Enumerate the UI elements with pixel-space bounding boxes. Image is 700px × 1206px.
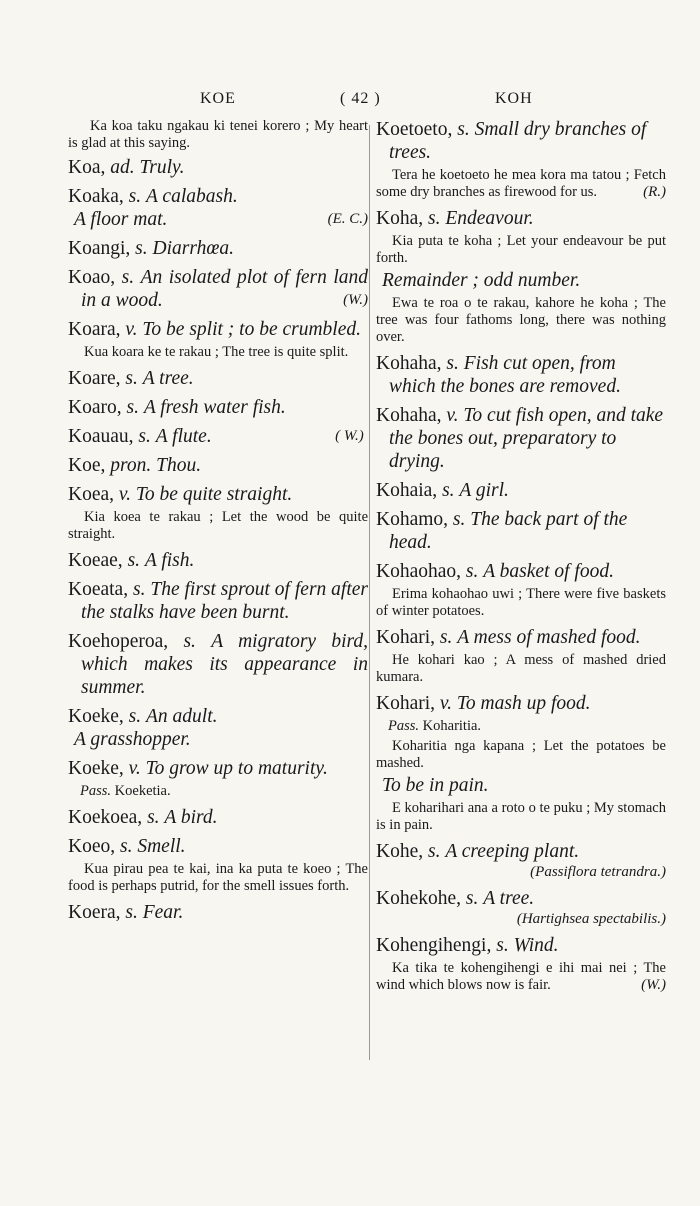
part-of-speech: s. [125, 902, 138, 923]
column-divider [369, 125, 370, 1060]
passive-form: Koeketia. [114, 783, 171, 799]
headword: Kohaia, [376, 480, 438, 501]
definition: To mash up food. [456, 693, 591, 714]
entry-koaro [68, 396, 368, 419]
header-left-guideword: KOE [200, 90, 236, 107]
headword: Koao, [68, 267, 116, 288]
example: Tera he koetoeto he mea kora ma tatou ; Fetch some dry branches as firewood for us. [376, 167, 666, 200]
entry-koao [68, 266, 368, 312]
entry-koeo [68, 835, 368, 895]
definition: Small dry branches of trees. [389, 119, 647, 163]
entry-koangi [68, 237, 368, 260]
part-of-speech: v. [439, 693, 452, 714]
headword: Koauau, [68, 426, 134, 447]
part-of-speech: s. [452, 509, 466, 530]
part-of-speech: s. [121, 267, 135, 288]
definition: To grow up to maturity. [145, 758, 328, 779]
source-tag: (W.) [641, 977, 666, 993]
definition: A mess of mashed food. [457, 627, 641, 648]
part-of-speech: s. [428, 841, 441, 862]
example: He kohari kao ; A mess of mashed dried kumara. [376, 652, 666, 685]
definition: The back part of the head. [389, 509, 628, 553]
example: Koharitia nga kapana ; Let the potatoes be mashed. [376, 738, 666, 771]
scientific-name: (Passiflora tetrandra.) [530, 864, 666, 880]
sense: To be in pain. [382, 775, 489, 796]
header-right-guideword: KOH [495, 90, 533, 107]
headword: Kohamo, [376, 509, 449, 530]
headword: Koekoea, [68, 807, 143, 828]
left-column [68, 118, 368, 930]
scientific-name: (Hartighsea spectabilis.) [516, 911, 666, 927]
part-of-speech: s. [457, 119, 470, 140]
headword: Koeke, [68, 758, 124, 779]
part-of-speech: s. [126, 397, 139, 418]
headword: Koa, [68, 157, 106, 178]
definition: A flute. [155, 426, 212, 447]
entry-koeke-s [68, 705, 368, 751]
passive-form: Koharitia. [422, 718, 482, 734]
right-column [376, 118, 666, 1000]
source-tag: ( W.) [335, 428, 364, 444]
headword: Kohari, [376, 693, 436, 714]
entry-koera [68, 901, 368, 924]
definition: Diarrhœa. [152, 238, 234, 259]
part-of-speech: s. [135, 238, 148, 259]
source-tag: (R.) [643, 184, 666, 200]
headword: Koeo, [68, 836, 116, 857]
definition: A creeping plant. [445, 841, 580, 862]
headword: Kohaha, [376, 405, 442, 426]
headword: Kohe, [376, 841, 424, 862]
source-tag: (E. C.) [327, 211, 368, 227]
headword: Koeata, [68, 579, 129, 600]
definition: Thou. [156, 455, 202, 476]
example: Kia puta te koha ; Let your endeavour be put forth. [376, 233, 666, 266]
entry-koea [68, 483, 368, 543]
definition: Fear. [142, 902, 184, 923]
part-of-speech: s. [128, 706, 142, 727]
headword: Koara, [68, 319, 121, 340]
definition: Truly. [139, 157, 185, 178]
continued-example: Ka koa taku ngakau ki tenei korero ; My heart is glad at this saying. [68, 118, 368, 151]
definition: An isolated plot of fern land in a wood. [81, 267, 369, 311]
part-of-speech: s. [442, 480, 455, 501]
entry-koeata [68, 578, 368, 624]
part-of-speech: s. [439, 627, 453, 648]
entry-kohamo [376, 508, 666, 554]
entry-kohaia [376, 479, 666, 502]
part-of-speech: v. [446, 405, 459, 426]
part-of-speech: s. [127, 550, 141, 571]
entry-koa [68, 156, 368, 179]
page-header [0, 90, 700, 114]
headword: Kohengihengi, [376, 935, 492, 956]
entry-koehoperoa [68, 630, 368, 699]
example: Kia koea te rakau ; Let the wood be quite straight. [68, 509, 368, 542]
example: Kua koara ke te rakau ; The tree is quite split. [84, 344, 349, 360]
headword: Kohaha, [376, 353, 442, 374]
example-2: Ewa te roa o te rakau, kahore he koha ; The tree was four fathoms long, there was nothing over. [376, 295, 666, 345]
part-of-speech: pron. [110, 455, 152, 476]
headword: Kohari, [376, 627, 436, 648]
example: Erima kohaohao uwi ; There were five baskets of winter potatoes. [376, 586, 666, 619]
part-of-speech: s. [446, 353, 459, 374]
headword: Koaka, [68, 186, 124, 207]
entry-koeke-v [68, 757, 368, 800]
definition: A girl. [459, 480, 509, 501]
entry-koaka [68, 185, 368, 231]
entry-koare [68, 367, 368, 390]
part-of-speech: s. [496, 935, 509, 956]
definition: To be split ; to be crumbled. [142, 319, 362, 340]
entry-koetoeto [376, 118, 666, 201]
entry-koha [376, 207, 666, 346]
part-of-speech: s. [132, 579, 146, 600]
headword: Koehoperoa, [68, 631, 169, 652]
part-of-speech: s. [147, 807, 160, 828]
entry-koeae [68, 549, 368, 572]
entry-kohari-v [376, 692, 666, 834]
definition: Wind. [513, 935, 559, 956]
example: Kua pirau pea te kai, ina ka puta te koeo ; The food is perhaps putrid, for the smell issues forth. [68, 861, 368, 894]
headword: Koera, [68, 902, 121, 923]
entry-koekoea [68, 806, 368, 829]
definition: Endeavour. [445, 208, 534, 229]
sense: A floor mat. [74, 209, 168, 230]
part-of-speech: s. [138, 426, 151, 447]
headword: Koe, [68, 455, 106, 476]
part-of-speech: s. [465, 561, 479, 582]
entry-kohaohao [376, 560, 666, 620]
headword: Koetoeto, [376, 119, 453, 140]
definition: A bird. [164, 807, 218, 828]
definition: An adult. [146, 706, 218, 727]
part-of-speech: v. [118, 484, 131, 505]
entry-kohengihengi [376, 934, 666, 994]
entry-koe [68, 454, 368, 477]
headword: Koare, [68, 368, 121, 389]
part-of-speech: v. [125, 319, 138, 340]
definition: A fresh water fish. [143, 397, 286, 418]
entry-kohaha-v [376, 404, 666, 473]
part-of-speech: v. [128, 758, 141, 779]
part-of-speech: s. [125, 368, 138, 389]
entry-kohari-s [376, 626, 666, 686]
part-of-speech: s. [465, 888, 479, 909]
example: Ka tika te kohengihengi e ihi mai nei ; The wind which blows now is fair. [376, 960, 666, 993]
definition: A fish. [144, 550, 195, 571]
entry-kohe [376, 840, 666, 881]
definition: A tree. [483, 888, 535, 909]
sense: Remainder ; odd number. [382, 270, 581, 291]
headword: Koangi, [68, 238, 131, 259]
definition: A basket of food. [483, 561, 614, 582]
page-number: ( 42 ) [340, 90, 381, 107]
part-of-speech: s. [183, 631, 196, 652]
headword: Koha, [376, 208, 424, 229]
definition: Fish cut open, from which the bones are removed. [389, 353, 621, 397]
entry-koara [68, 318, 368, 361]
headword: Kohekohe, [376, 888, 462, 909]
sense: A grasshopper. [74, 729, 191, 750]
example-2: E koharihari ana a roto o te puku ; My stomach is in pain. [376, 800, 666, 833]
definition: A migratory bird, which makes its appearance in summer. [81, 631, 369, 698]
definition: A calabash. [146, 186, 238, 207]
entry-kohaha-s [376, 352, 666, 398]
entry-koauau [68, 425, 368, 448]
part-of-speech: s. [120, 836, 133, 857]
definition: To be quite straight. [135, 484, 293, 505]
headword: Koeke, [68, 706, 124, 727]
entry-kohekohe [376, 887, 666, 928]
headword: Koaro, [68, 397, 122, 418]
definition: A tree. [142, 368, 194, 389]
part-of-speech: s. [428, 208, 441, 229]
definition: To cut fish open, and take the bones out, preparatory to drying. [389, 405, 664, 472]
passive-label: Pass. [80, 783, 112, 799]
definition: Smell. [137, 836, 186, 857]
headword: Kohaohao, [376, 561, 462, 582]
part-of-speech: ad. [110, 157, 135, 178]
passive-label: Pass. [388, 718, 420, 734]
headword: Koea, [68, 484, 115, 505]
definition: The first sprout of fern after the stalks have been burnt. [81, 579, 368, 623]
headword: Koeae, [68, 550, 123, 571]
part-of-speech: s. [128, 186, 142, 207]
source-tag: (W.) [343, 292, 368, 308]
